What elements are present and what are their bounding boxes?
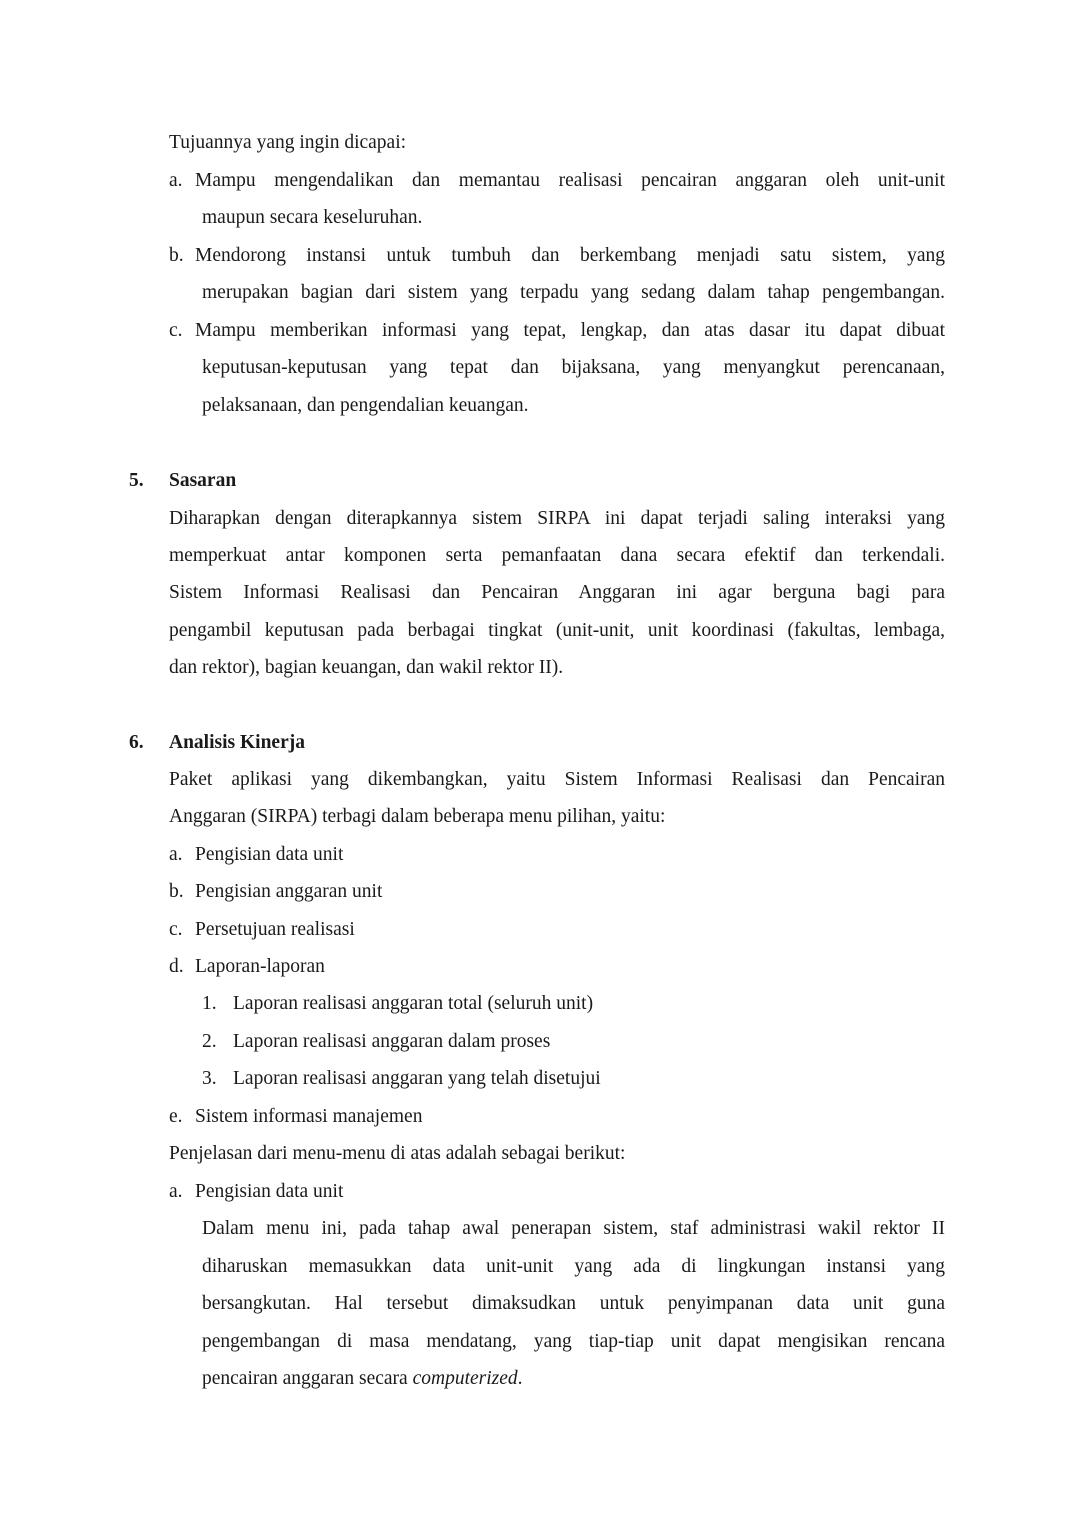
computerized-term: computerized — [412, 1368, 518, 1389]
explanation-item-a: Pengisian data unit — [195, 1181, 344, 1202]
objective-a-line-2: maupun secara keseluruhan. — [202, 207, 423, 228]
menu-item-e: Sistem informasi manajemen — [195, 1106, 423, 1127]
menu-item-a: Pengisian data unit — [195, 844, 344, 865]
report-marker-3: 3. — [202, 1068, 217, 1089]
menu-marker-b: b. — [169, 881, 184, 902]
objective-marker-a: a. — [169, 170, 183, 191]
section-5-line-3: Sistem Informasi Realisasi dan Pencairan Anggaran ini agar berguna bagi para — [169, 582, 945, 603]
explanation-line-3: bersangkutan. Hal tersebut dimaksudkan untuk penyimpanan data unit guna — [202, 1293, 945, 1314]
menu-marker-c: c. — [169, 919, 183, 940]
report-item-3: Laporan realisasi anggaran yang telah disetujui — [233, 1068, 601, 1089]
objective-b-line-2: merupakan bagian dari sistem yang terpadu yang sedang dalam tahap pengembangan. — [202, 282, 945, 303]
objective-c-line-1: Mampu memberikan informasi yang tepat, lengkap, dan atas dasar itu dapat dibuat — [195, 320, 945, 341]
menu-marker-d: d. — [169, 956, 184, 977]
report-item-1: Laporan realisasi anggaran total (seluruh unit) — [233, 993, 594, 1014]
objective-c-line-2: keputusan-keputusan yang tepat dan bijaksana, yang menyangkut perencanaan, — [202, 357, 945, 378]
objective-c-line-3: pelaksanaan, dan pengendalian keuangan. — [202, 395, 529, 416]
objective-a-line-1: Mampu mengendalikan dan memantau realisasi pencairan anggaran oleh unit-unit — [195, 170, 945, 191]
section-6-intro-line-2: Anggaran (SIRPA) terbagi dalam beberapa menu pilihan, yaitu: — [169, 806, 666, 827]
section-5-line-1: Diharapkan dengan diterapkannya sistem SIRPA ini dapat terjadi saling interaksi yang — [169, 508, 945, 529]
objective-marker-c: c. — [169, 320, 183, 341]
section-5-number: 5. — [129, 470, 144, 491]
explanation-lead: Penjelasan dari menu-menu di atas adalah sebagai berikut: — [169, 1143, 626, 1164]
section-6-title: Analisis Kinerja — [169, 732, 305, 753]
explanation-line-1: Dalam menu ini, pada tahap awal penerapan sistem, staf administrasi wakil rektor II — [202, 1218, 945, 1239]
explanation-line-4: pengembangan di masa mendatang, yang tiap-tiap unit dapat mengisikan rencana — [202, 1331, 945, 1352]
section-5-line-5: dan rektor), bagian keuangan, dan wakil rektor II). — [169, 657, 564, 678]
section-5-title: Sasaran — [169, 470, 237, 491]
menu-marker-e: e. — [169, 1106, 183, 1127]
explanation-line-2: diharuskan memasukkan data unit-unit yang ada di lingkungan instansi yang — [202, 1256, 945, 1277]
explanation-line-5-end: . — [517, 1368, 523, 1389]
section-6-number: 6. — [129, 732, 144, 753]
section-5-line-4: pengambil keputusan pada berbagai tingkat (unit-unit, unit koordinasi (fakultas, lembaga, — [169, 620, 945, 641]
menu-item-d: Laporan-laporan — [195, 956, 325, 977]
menu-item-b: Pengisian anggaran unit — [195, 881, 383, 902]
explanation-line-5 — [202, 1367, 523, 1391]
report-item-2: Laporan realisasi anggaran dalam proses — [233, 1031, 551, 1052]
explanation-marker-a: a. — [169, 1181, 183, 1202]
report-marker-1: 1. — [202, 993, 217, 1014]
objectives-lead: Tujuannya yang ingin dicapai: — [169, 132, 407, 153]
menu-marker-a: a. — [169, 844, 183, 865]
explanation-line-5-text: pencairan anggaran secara — [202, 1368, 413, 1389]
section-6-intro-line-1: Paket aplikasi yang dikembangkan, yaitu Sistem Informasi Realisasi dan Pencairan — [169, 769, 945, 790]
menu-item-c: Persetujuan realisasi — [195, 919, 355, 940]
report-marker-2: 2. — [202, 1031, 217, 1052]
section-5-line-2: memperkuat antar komponen serta pemanfaatan dana secara efektif dan terkendali. — [169, 545, 945, 566]
objective-b-line-1: Mendorong instansi untuk tumbuh dan berkembang menjadi satu sistem, yang — [195, 245, 945, 266]
objective-marker-b: b. — [169, 245, 184, 266]
